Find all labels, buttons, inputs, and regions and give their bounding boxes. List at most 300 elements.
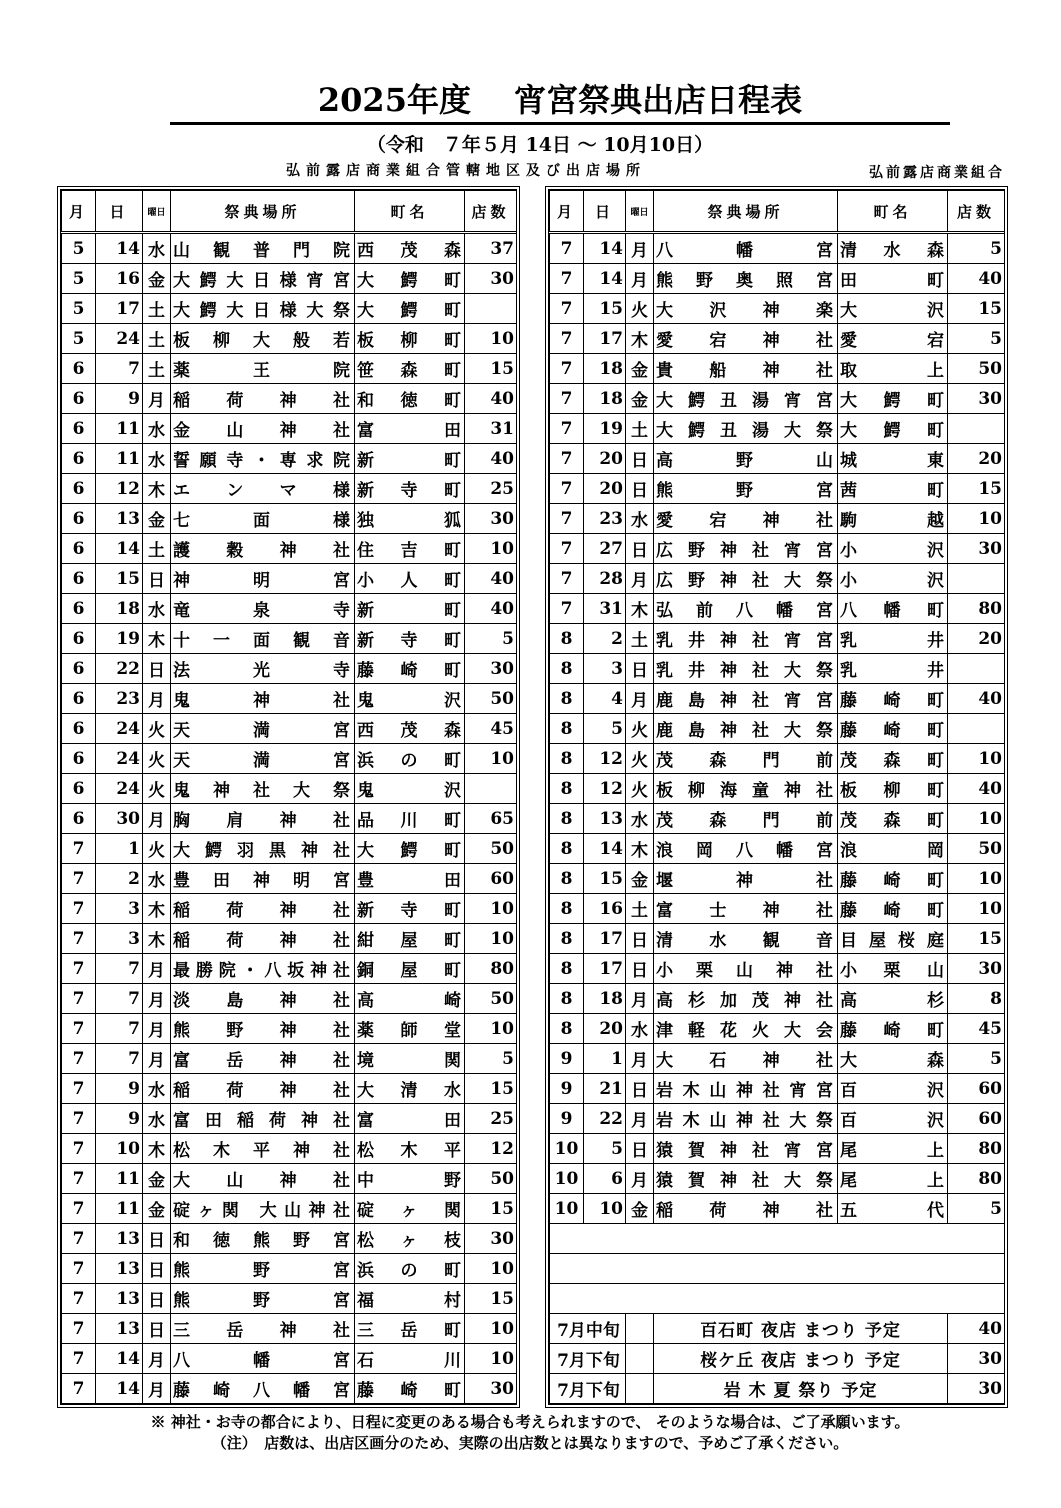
month-cell: 7: [62, 894, 96, 924]
day-cell: 19: [96, 624, 143, 654]
left-schedule-table: [61, 190, 517, 1404]
festival-place-cell: 胸肩神社: [171, 804, 355, 834]
planned-event-row: [550, 1344, 1005, 1374]
festival-place-cell: 天満宮: [171, 744, 355, 774]
weekday-cell: 火: [143, 834, 171, 864]
table-row: [62, 444, 517, 474]
store-count-cell: 37: [465, 233, 517, 264]
day-cell: 1: [96, 834, 143, 864]
town-cell: 新寺町: [355, 474, 465, 504]
month-cell: 6: [62, 384, 96, 414]
town-cell: 西茂森: [355, 714, 465, 744]
planned-event-row: [550, 1374, 1005, 1404]
store-count-cell: 31: [465, 414, 517, 444]
empty-row: [550, 1254, 1005, 1284]
day-cell: 13: [584, 804, 626, 834]
weekday-cell: 日: [143, 654, 171, 684]
store-count-cell: 60: [948, 1104, 1005, 1134]
day-cell: 16: [584, 894, 626, 924]
store-count-cell: 5: [465, 624, 517, 654]
day-cell: 13: [96, 1284, 143, 1314]
table-header-row: [62, 191, 517, 233]
town-cell: 鬼沢: [355, 774, 465, 804]
festival-place-cell: 稲荷神社: [171, 924, 355, 954]
month-cell: 7: [550, 534, 584, 564]
weekday-cell: 金: [143, 504, 171, 534]
weekday-cell: 日: [626, 954, 654, 984]
day-cell: 24: [96, 774, 143, 804]
festival-place-cell: 大石神社: [654, 1044, 838, 1074]
month-cell: 6: [62, 354, 96, 384]
weekday-cell: 水: [143, 233, 171, 264]
day-cell: 7: [96, 984, 143, 1014]
table-row: [550, 984, 1005, 1014]
store-count-cell: 10: [465, 744, 517, 774]
table-row: [550, 954, 1005, 984]
day-cell: 11: [96, 1164, 143, 1194]
table-row: [550, 834, 1005, 864]
store-count-cell: 50: [465, 834, 517, 864]
festival-place-cell: 護穀神社: [171, 534, 355, 564]
table-row: [62, 1224, 517, 1254]
town-cell: 鬼沢: [355, 684, 465, 714]
table-row: [62, 1314, 517, 1344]
table-row: [550, 1074, 1005, 1104]
table-row: [62, 654, 517, 684]
town-cell: 高崎: [355, 984, 465, 1014]
table-row: [550, 714, 1005, 744]
town-cell: 高杉: [838, 984, 948, 1014]
town-cell: 新町: [355, 444, 465, 474]
day-cell: 11: [96, 444, 143, 474]
empty-cell: [550, 1254, 1005, 1284]
festival-place-cell: 清水観音: [654, 924, 838, 954]
store-count-cell: 10: [948, 894, 1005, 924]
weekday-cell: 水: [626, 1014, 654, 1044]
town-cell: 藤崎町: [355, 1374, 465, 1404]
town-cell: 乳井: [838, 654, 948, 684]
festival-place-cell: 十一面観音: [171, 624, 355, 654]
festival-place-cell: 稲荷神社: [171, 384, 355, 414]
weekday-cell: 日: [626, 924, 654, 954]
footnote-change-notice: ※ 神社・お寺の都合により、日程に変更のある場合も考えられますので、 そのような場合は、ご了承願います。: [150, 1413, 910, 1431]
table-row: [62, 624, 517, 654]
store-count-cell: 30: [465, 1374, 517, 1404]
store-count-cell: 8: [948, 984, 1005, 1014]
month-cell: 8: [550, 924, 584, 954]
table-row: [62, 264, 517, 294]
month-cell: 10: [550, 1134, 584, 1164]
store-count-cell: 25: [465, 1104, 517, 1134]
table-row: [62, 684, 517, 714]
town-cell: 松木平: [355, 1134, 465, 1164]
weekday-cell: 日: [143, 1254, 171, 1284]
month-cell: 6: [62, 804, 96, 834]
month-cell: 7: [62, 1014, 96, 1044]
festival-place-cell: 高野山: [654, 444, 838, 474]
table-row: [550, 924, 1005, 954]
day-cell: 14: [96, 1374, 143, 1404]
town-cell: 浜の町: [355, 1254, 465, 1284]
table-row: [550, 1194, 1005, 1224]
weekday-cell: 月: [626, 984, 654, 1014]
store-count-cell: 10: [465, 534, 517, 564]
weekday-cell: 日: [626, 654, 654, 684]
town-cell: 百沢: [838, 1074, 948, 1104]
weekday-cell: 土: [626, 894, 654, 924]
day-cell: 14: [96, 1344, 143, 1374]
store-count-cell: 30: [465, 1224, 517, 1254]
town-cell: 尾上: [838, 1134, 948, 1164]
day-cell: 24: [96, 714, 143, 744]
day-cell: 20: [584, 1014, 626, 1044]
town-cell: 大清水: [355, 1074, 465, 1104]
month-cell: 6: [62, 444, 96, 474]
table-row: [550, 624, 1005, 654]
schedule-period: （令和 ７年５月 14日 ～ 10月10日）: [366, 134, 714, 156]
table-row: [62, 1044, 517, 1074]
town-cell: 藤崎町: [838, 1014, 948, 1044]
table-row: [550, 233, 1005, 264]
weekday-cell: 月: [143, 954, 171, 984]
weekday-cell: 木: [143, 1134, 171, 1164]
festival-place-cell: 熊野宮: [171, 1284, 355, 1314]
festival-place-cell: エンマ様: [171, 474, 355, 504]
table-row: [550, 324, 1005, 354]
festival-place-cell: 熊野宮: [654, 474, 838, 504]
month-cell: 8: [550, 684, 584, 714]
store-count-cell: 30: [948, 1374, 1005, 1404]
month-cell: 7: [62, 1194, 96, 1224]
store-count-cell: 10: [465, 1014, 517, 1044]
month-cell: 6: [62, 684, 96, 714]
day-cell: 20: [584, 444, 626, 474]
weekday-cell: 水: [143, 1074, 171, 1104]
planned-empty-cell: [626, 1314, 654, 1344]
store-count-cell: 5: [948, 1044, 1005, 1074]
month-cell: 9: [550, 1074, 584, 1104]
store-count-cell: 45: [465, 714, 517, 744]
weekday-cell: 月: [143, 384, 171, 414]
town-cell: 独狐: [355, 504, 465, 534]
festival-place-cell: 天満宮: [171, 714, 355, 744]
store-count-cell: [948, 654, 1005, 684]
store-count-cell: 40: [465, 594, 517, 624]
store-count-cell: 15: [948, 924, 1005, 954]
festival-place-cell: 大鰐大日様宵宮: [171, 264, 355, 294]
weekday-cell: 月: [626, 1044, 654, 1074]
store-count-cell: 30: [465, 504, 517, 534]
festival-place-cell: 茂森門前: [654, 744, 838, 774]
day-cell: 11: [96, 1194, 143, 1224]
day-cell: 3: [96, 924, 143, 954]
day-cell: 2: [96, 864, 143, 894]
left-schedule-body: [62, 233, 517, 1404]
festival-place-cell: 鬼神社大祭: [171, 774, 355, 804]
table-row: [550, 744, 1005, 774]
day-cell: 9: [96, 1104, 143, 1134]
festival-place-cell: 大山神社: [171, 1164, 355, 1194]
footnotes: [60, 1412, 1000, 1454]
table-row: [550, 654, 1005, 684]
town-cell: 大沢: [838, 294, 948, 324]
day-cell: 21: [584, 1074, 626, 1104]
planned-event-row: [550, 1314, 1005, 1344]
table-row: [62, 894, 517, 924]
festival-place-cell: 板柳大般若: [171, 324, 355, 354]
table-row: [62, 534, 517, 564]
festival-place-cell: 富士神社: [654, 894, 838, 924]
town-cell: 板柳町: [355, 324, 465, 354]
weekday-cell: 日: [626, 474, 654, 504]
weekday-cell: 金: [626, 1194, 654, 1224]
store-count-cell: 30: [948, 534, 1005, 564]
day-cell: 4: [584, 684, 626, 714]
month-cell: 6: [62, 474, 96, 504]
month-cell: 7: [62, 1134, 96, 1164]
day-cell: 15: [584, 294, 626, 324]
day-cell: 24: [96, 324, 143, 354]
header-store-count: 店数: [465, 191, 517, 233]
town-cell: 板柳町: [838, 774, 948, 804]
table-row: [550, 1164, 1005, 1194]
town-cell: 小人町: [355, 564, 465, 594]
weekday-cell: 月: [143, 684, 171, 714]
weekday-cell: 水: [626, 804, 654, 834]
weekday-cell: 木: [626, 834, 654, 864]
festival-place-cell: 松木平神社: [171, 1134, 355, 1164]
store-count-cell: 30: [948, 384, 1005, 414]
right-schedule-table: [549, 190, 1005, 1404]
weekday-cell: 日: [143, 1284, 171, 1314]
festival-place-cell: 岩木山神社宵宮: [654, 1074, 838, 1104]
festival-place-cell: 法光寺: [171, 654, 355, 684]
town-cell: 新寺町: [355, 894, 465, 924]
weekday-cell: 火: [143, 774, 171, 804]
town-cell: 富田: [355, 1104, 465, 1134]
table-row: [62, 294, 517, 324]
weekday-cell: 月: [143, 984, 171, 1014]
table-row: [62, 354, 517, 384]
festival-place-cell: 稲荷神社: [171, 1074, 355, 1104]
store-count-cell: 60: [465, 864, 517, 894]
weekday-cell: 月: [626, 233, 654, 264]
day-cell: 23: [96, 684, 143, 714]
table-row: [550, 804, 1005, 834]
table-row: [62, 384, 517, 414]
store-count-cell: 40: [465, 384, 517, 414]
town-cell: 茂森町: [838, 744, 948, 774]
town-cell: 愛宕: [838, 324, 948, 354]
town-cell: 大鰐町: [355, 264, 465, 294]
table-row: [62, 1194, 517, 1224]
festival-place-cell: 竜泉寺: [171, 594, 355, 624]
store-count-cell: 10: [465, 1344, 517, 1374]
festival-place-cell: 浪岡八幡宮: [654, 834, 838, 864]
month-cell: 7: [550, 264, 584, 294]
month-cell: 8: [550, 864, 584, 894]
day-cell: 7: [96, 954, 143, 984]
month-cell: 5: [62, 324, 96, 354]
month-cell: 7: [550, 474, 584, 504]
town-cell: 銅屋町: [355, 954, 465, 984]
weekday-cell: 火: [626, 714, 654, 744]
month-cell: 7: [550, 504, 584, 534]
festival-place-cell: 和徳熊野宮: [171, 1224, 355, 1254]
festival-place-cell: 熊野奥照宮: [654, 264, 838, 294]
table-header-row: [550, 191, 1005, 233]
month-cell: 7: [62, 984, 96, 1014]
weekday-cell: 日: [143, 564, 171, 594]
weekday-cell: 月: [626, 564, 654, 594]
day-cell: 30: [96, 804, 143, 834]
table-row: [550, 1134, 1005, 1164]
table-row: [62, 954, 517, 984]
month-cell: 6: [62, 744, 96, 774]
table-row: [62, 834, 517, 864]
weekday-cell: 火: [626, 774, 654, 804]
month-cell: 7: [62, 834, 96, 864]
town-cell: 品川町: [355, 804, 465, 834]
store-count-cell: 80: [948, 1164, 1005, 1194]
planned-period-cell: 7月中旬: [550, 1314, 626, 1344]
table-row: [550, 594, 1005, 624]
month-cell: 7: [550, 414, 584, 444]
day-cell: 3: [96, 894, 143, 924]
table-row: [550, 504, 1005, 534]
weekday-cell: 水: [143, 594, 171, 624]
store-count-cell: 30: [948, 954, 1005, 984]
table-row: [62, 1164, 517, 1194]
town-cell: 小沢: [838, 534, 948, 564]
store-count-cell: 10: [465, 924, 517, 954]
day-cell: 5: [584, 714, 626, 744]
store-count-cell: 80: [948, 594, 1005, 624]
store-count-cell: 5: [948, 233, 1005, 264]
festival-place-cell: 大鰐羽黒神社: [171, 834, 355, 864]
store-count-cell: 15: [465, 1194, 517, 1224]
weekday-cell: 土: [626, 624, 654, 654]
month-cell: 8: [550, 954, 584, 984]
month-cell: 7: [62, 1254, 96, 1284]
town-cell: 大鰐町: [838, 414, 948, 444]
store-count-cell: 10: [465, 1314, 517, 1344]
festival-place-cell: 板柳海童神社: [654, 774, 838, 804]
festival-place-cell: 鹿島神社宵宮: [654, 684, 838, 714]
month-cell: 7: [62, 1374, 96, 1404]
table-row: [62, 504, 517, 534]
town-cell: 尾上: [838, 1164, 948, 1194]
store-count-cell: 10: [948, 804, 1005, 834]
store-count-cell: 5: [948, 324, 1005, 354]
store-count-cell: 30: [948, 1344, 1005, 1374]
table-row: [62, 984, 517, 1014]
day-cell: 12: [96, 474, 143, 504]
table-row: [550, 444, 1005, 474]
table-row: [62, 564, 517, 594]
table-row: [62, 1104, 517, 1134]
day-cell: 7: [96, 354, 143, 384]
table-row: [550, 564, 1005, 594]
store-count-cell: 15: [948, 294, 1005, 324]
right-schedule-body: [550, 233, 1005, 1404]
month-cell: 8: [550, 744, 584, 774]
town-cell: 浪岡: [838, 834, 948, 864]
weekday-cell: 金: [143, 1194, 171, 1224]
festival-place-cell: 小栗山神社: [654, 954, 838, 984]
store-count-cell: 50: [948, 834, 1005, 864]
day-cell: 13: [96, 504, 143, 534]
store-count-cell: [948, 714, 1005, 744]
town-cell: 碇ヶ関: [355, 1194, 465, 1224]
day-cell: 14: [584, 264, 626, 294]
weekday-cell: 木: [143, 924, 171, 954]
month-cell: 7: [62, 954, 96, 984]
town-cell: 清水森: [838, 233, 948, 264]
footnote-store-count-notice: （注） 店数は、出店区画分のため、実際の出店数とは異なりますので、予めご了承ください。: [211, 1434, 849, 1452]
organization-area-caption: 弘前露店商業組合管轄地区及び出店場所: [286, 163, 646, 179]
festival-place-cell: 弘前八幡宮: [654, 594, 838, 624]
store-count-cell: 40: [948, 684, 1005, 714]
town-cell: 西茂森: [355, 233, 465, 264]
table-row: [550, 894, 1005, 924]
weekday-cell: 月: [143, 1044, 171, 1074]
festival-place-cell: 鬼神社: [171, 684, 355, 714]
town-cell: 薬師堂: [355, 1014, 465, 1044]
weekday-cell: 水: [143, 444, 171, 474]
store-count-cell: 20: [948, 624, 1005, 654]
header-month: 月: [62, 191, 96, 233]
header-weekday: 曜日: [626, 191, 654, 233]
store-count-cell: 60: [948, 1074, 1005, 1104]
day-cell: 16: [96, 264, 143, 294]
weekday-cell: 木: [143, 474, 171, 504]
festival-place-cell: 岩木山神社大祭: [654, 1104, 838, 1134]
town-cell: 茂森町: [838, 804, 948, 834]
month-cell: 7: [62, 1224, 96, 1254]
document-title: 2025年度 宵宮祭典出店日程表: [170, 80, 950, 125]
town-cell: 三岳町: [355, 1314, 465, 1344]
day-cell: 6: [584, 1164, 626, 1194]
planned-event-cell: 百石町 夜店 まつり 予定: [654, 1314, 948, 1344]
festival-place-cell: 大鰐丑湯大祭: [654, 414, 838, 444]
store-count-cell: 80: [948, 1134, 1005, 1164]
store-count-cell: [948, 414, 1005, 444]
day-cell: 24: [96, 744, 143, 774]
header-town: 町名: [838, 191, 948, 233]
month-cell: 8: [550, 834, 584, 864]
table-row: [62, 744, 517, 774]
month-cell: 6: [62, 714, 96, 744]
day-cell: 17: [584, 324, 626, 354]
month-cell: 7: [62, 864, 96, 894]
table-row: [550, 354, 1005, 384]
month-cell: 8: [550, 714, 584, 744]
day-cell: 31: [584, 594, 626, 624]
town-cell: 藤崎町: [838, 714, 948, 744]
town-cell: 豊田: [355, 864, 465, 894]
month-cell: 5: [62, 294, 96, 324]
month-cell: 8: [550, 894, 584, 924]
festival-place-cell: 大鰐丑湯宵宮: [654, 384, 838, 414]
month-cell: 7: [62, 1314, 96, 1344]
store-count-cell: 20: [948, 444, 1005, 474]
weekday-cell: 月: [626, 264, 654, 294]
month-cell: 10: [550, 1164, 584, 1194]
table-row: [62, 474, 517, 504]
store-count-cell: [465, 294, 517, 324]
table-row: [550, 294, 1005, 324]
